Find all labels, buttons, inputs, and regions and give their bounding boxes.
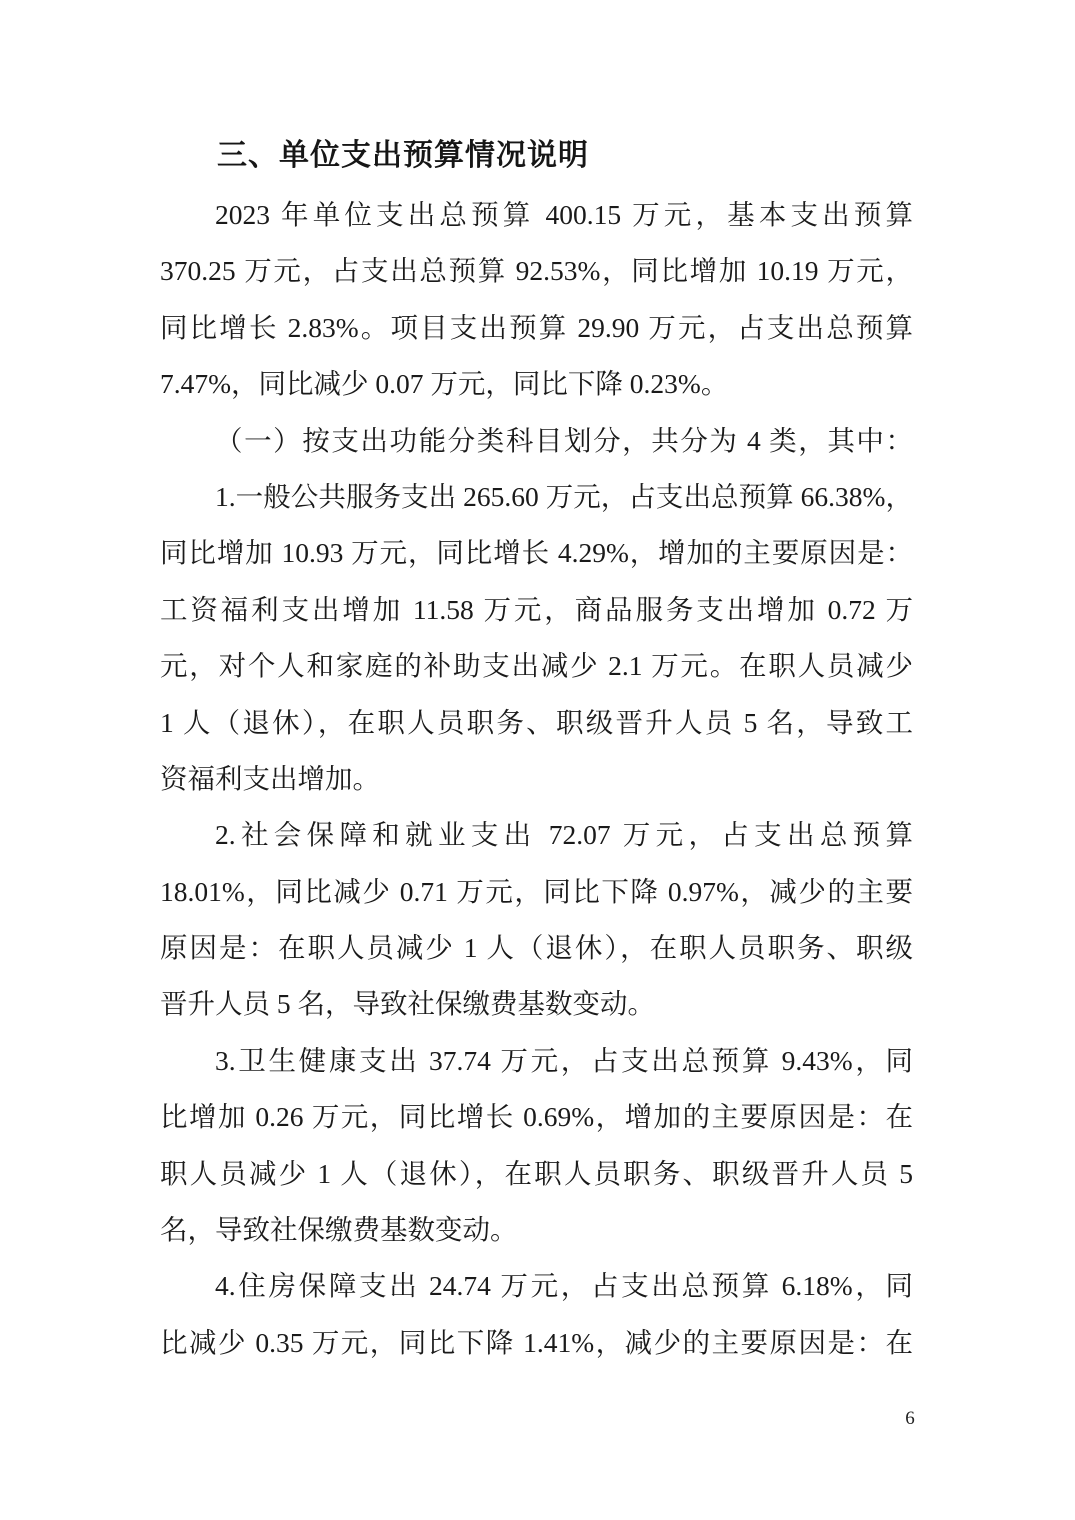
text-line: 资福利支出增加。 bbox=[160, 762, 380, 794]
text-line: 370.25 万元，占支出总预算 92.53%，同比增加 10.19 万元， bbox=[160, 255, 913, 287]
text-line: 晋升人员 5 名，导致社保缴费基数变动。 bbox=[160, 988, 655, 1020]
text-line: 职人员减少 1 人（退休），在职人员职务、职级晋升人员 5 bbox=[160, 1157, 913, 1189]
text-line: 工资福利支出增加 11.58 万元，商品服务支出增加 0.72 万 bbox=[160, 593, 913, 625]
text-line: 2023 年单位支出总预算 400.15 万元，基本支出预算 bbox=[215, 199, 913, 230]
text-line: 原因是：在职人员减少 1 人（退休），在职人员职务、职级 bbox=[160, 932, 913, 964]
paragraph bbox=[160, 469, 913, 807]
text-line: 1.一般公共服务支出 265.60 万元，占支出总预算 66.38%， bbox=[215, 480, 913, 512]
text-line: 同比增加 10.93 万元，同比增长 4.29%，增加的主要原因是： bbox=[160, 537, 913, 569]
text-line: 2.社会保障和就业支出 72.07 万元，占支出总预算 bbox=[215, 819, 913, 851]
paragraph bbox=[160, 413, 913, 469]
text-line: 3.卫生健康支出 37.74 万元，占支出总预算 9.43%，同 bbox=[215, 1044, 913, 1076]
text-line: 7.47%，同比减少 0.07 万元，同比下降 0.23%。 bbox=[160, 368, 729, 400]
section-heading: 三、单位支出预算情况说明 bbox=[217, 138, 589, 173]
text-line: 4.住房保障支出 24.74 万元，占支出总预算 6.18%，同 bbox=[215, 1270, 913, 1302]
text-line: 18.01%，同比减少 0.71 万元，同比下降 0.97%，减少的主要 bbox=[160, 875, 913, 907]
text-line: 同比增长 2.83%。项目支出预算 29.90 万元，占支出总预算 bbox=[160, 311, 913, 343]
text-line: 名，导致社保缴费基数变动。 bbox=[160, 1214, 518, 1246]
text-line: （一）按支出功能分类科目划分，共分为 4 类，其中： bbox=[215, 424, 913, 456]
paragraph bbox=[160, 1258, 913, 1371]
text-line: 比增加 0.26 万元，同比增长 0.69%，增加的主要原因是：在 bbox=[160, 1101, 913, 1133]
text-line: 元，对个人和家庭的补助支出减少 2.1 万元。在职人员减少 bbox=[160, 650, 913, 682]
paragraph bbox=[160, 807, 913, 1033]
paragraph bbox=[160, 1033, 913, 1259]
text-line: 1 人（退休），在职人员职务、职级晋升人员 5 名，导致工 bbox=[160, 706, 913, 738]
text-line: 比减少 0.35 万元，同比下降 1.41%，减少的主要原因是：在 bbox=[160, 1326, 913, 1358]
document-body bbox=[160, 187, 913, 1371]
paragraph bbox=[160, 187, 913, 413]
page-number: 6 bbox=[905, 1408, 915, 1429]
